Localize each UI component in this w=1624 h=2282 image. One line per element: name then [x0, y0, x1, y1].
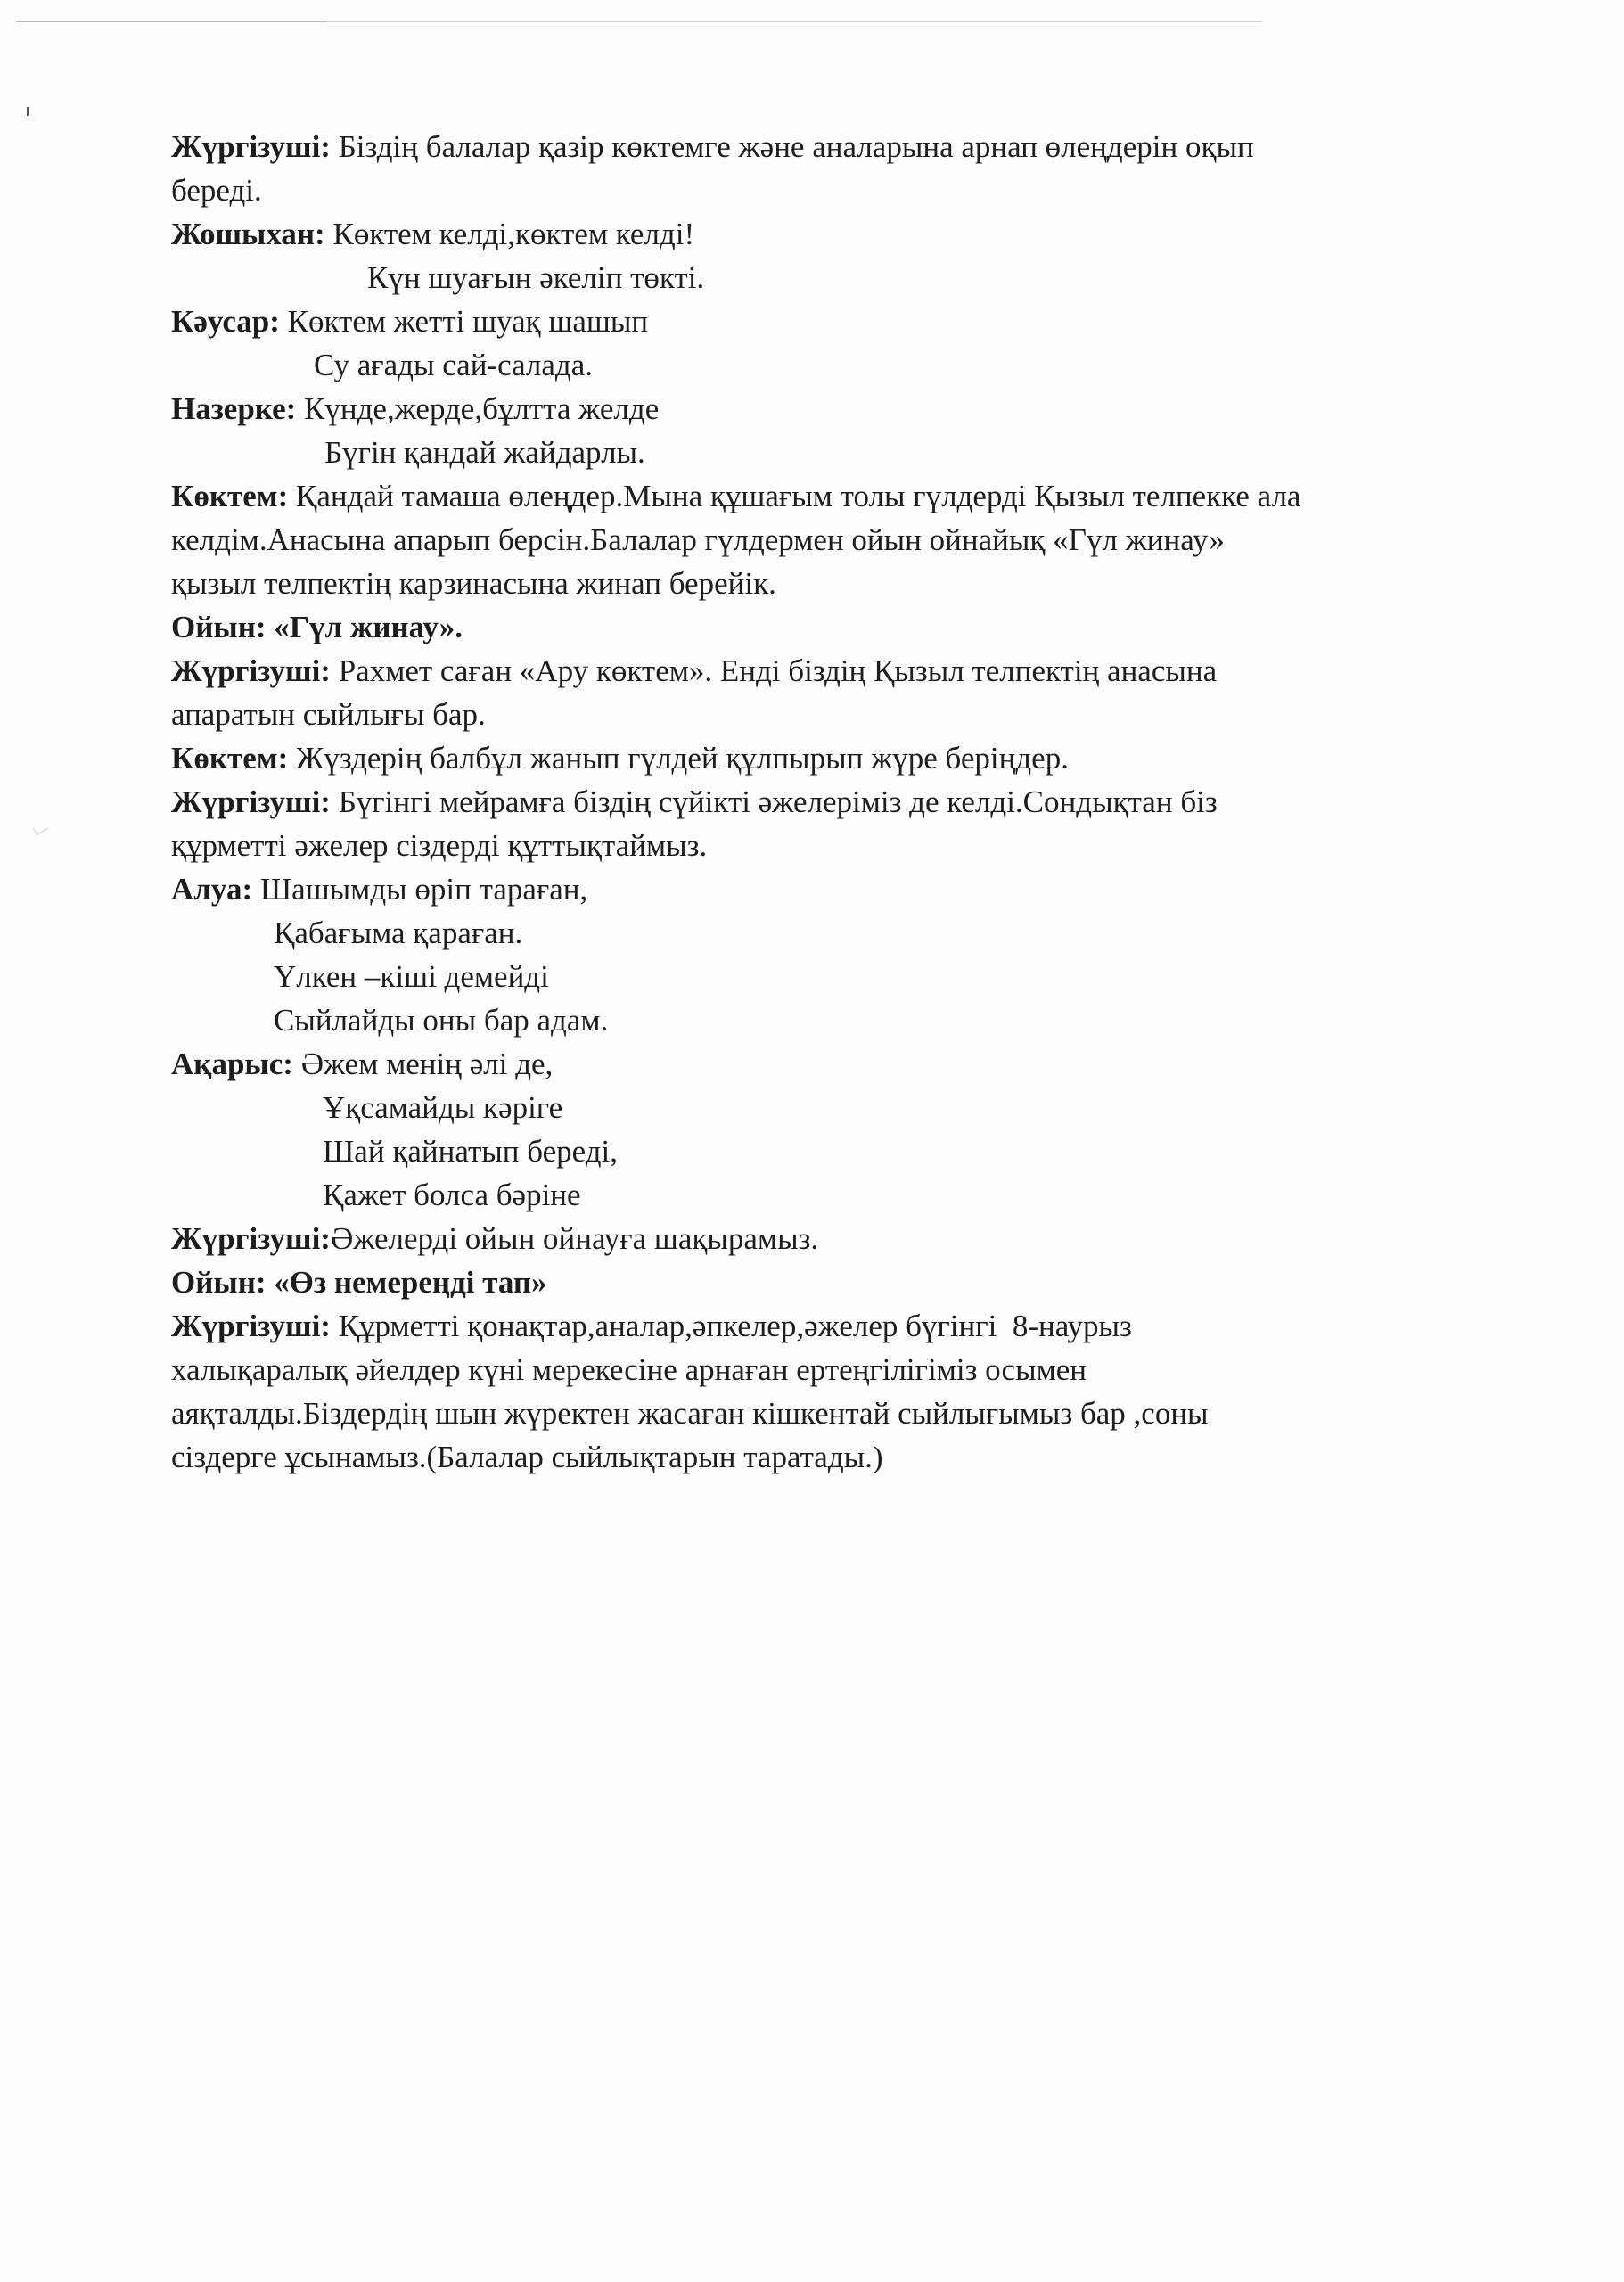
dialogue-line — [171, 693, 1562, 736]
scan-edge-line — [326, 21, 1262, 22]
line-text: Ұқсамайды кәріге — [323, 1090, 563, 1125]
dialogue-line — [171, 824, 1562, 867]
dialogue-line — [171, 168, 1562, 212]
speaker-name: Ақарыс: — [171, 1047, 293, 1081]
dialogue-line — [171, 300, 1562, 343]
dialogue-line — [171, 649, 1562, 693]
dialogue-line — [171, 518, 1562, 562]
scan-edge-line — [16, 21, 326, 22]
speaker-name: Жүргізуші: — [171, 129, 331, 164]
poem-line — [171, 1086, 1562, 1129]
poem-line — [171, 955, 1562, 998]
poem-line — [171, 998, 1562, 1042]
line-text: Сыйлайды оны бар адам. — [274, 1003, 609, 1038]
line-text: Су ағады сай-салада. — [314, 348, 594, 382]
dialogue-line — [171, 1304, 1562, 1348]
line-text: Құрметті қонақтар,аналар,әпкелер,әжелер бүгінгі 8-наурыз — [338, 1309, 1132, 1343]
line-text: Біздің балалар қазір көктемге және аналарына арнап өлеңдерін оқып — [338, 129, 1254, 164]
margin-check-mark — [33, 822, 48, 835]
dialogue-line — [171, 1391, 1562, 1435]
line-text: Қажет болса бәріне — [323, 1178, 581, 1212]
line-text: сіздерге ұсынамыз.(Балалар сыйлықтарын таратады.) — [171, 1440, 883, 1474]
poem-line — [171, 1129, 1562, 1173]
line-text: Күн шуағын әкеліп төкті. — [367, 260, 705, 295]
dialogue-line — [171, 1217, 1562, 1260]
game-title: Ойын: «Гүл жинау». — [171, 610, 463, 644]
poem-line — [171, 911, 1562, 955]
line-text: аяқталды.Біздердің шын жүректен жасаған кішкентай сыйлығымыз бар ,соны — [171, 1396, 1209, 1431]
line-text: апаратын сыйлығы бар. — [171, 697, 486, 732]
speaker-name: Жүргізуші: — [171, 1221, 331, 1256]
line-text: қызыл телпектің карзинасына жинап берейік. — [171, 566, 776, 601]
line-text: Бүгін қандай жайдарлы. — [324, 435, 645, 470]
speaker-name: Кәусар: — [171, 304, 280, 339]
line-text: Үлкен –кіші демейді — [274, 959, 549, 994]
document-body — [171, 125, 1562, 1479]
dialogue-line — [171, 212, 1562, 256]
speaker-name: Жүргізуші: — [171, 1309, 331, 1343]
speaker-name: Жошыхан: — [171, 217, 325, 251]
line-text: Шай қайнатып береді, — [323, 1134, 618, 1169]
speaker-name: Көктем: — [171, 479, 289, 513]
line-text: Әжелерді ойын ойнауға шақырамыз. — [330, 1221, 819, 1256]
speaker-name: Назерке: — [171, 391, 297, 426]
poem-line — [171, 256, 1562, 300]
speaker-name: Алуа: — [171, 872, 253, 907]
poem-line — [171, 343, 1562, 387]
poem-line — [171, 431, 1562, 474]
line-text: Бүгінгі мейрамға біздің сүйікті әжелеріміз де келді.Сондықтан біз — [338, 784, 1218, 819]
dialogue-line — [171, 125, 1562, 168]
line-text: Көктем жетті шуақ шашып — [287, 304, 649, 339]
game-heading — [171, 605, 1562, 649]
line-text: Әжем менің әлі де, — [300, 1047, 554, 1081]
line-text: Күнде,жерде,бұлтта желде — [304, 391, 660, 426]
dialogue-line — [171, 867, 1562, 911]
dialogue-line — [171, 474, 1562, 518]
line-text: Көктем келді,көктем келді! — [332, 217, 695, 251]
dialogue-line — [171, 1348, 1562, 1391]
line-text: халықаралық әйелдер күні мерекесіне арнаған ертеңгілігіміз осымен — [171, 1352, 1087, 1387]
poem-line — [171, 1173, 1562, 1217]
line-text: Қабағыма қараған. — [274, 915, 523, 950]
speaker-name: Жүргізуші: — [171, 653, 331, 688]
line-text: береді. — [171, 173, 262, 208]
scan-speck — [27, 107, 29, 116]
line-text: Жүздерің балбұл жанып гүлдей құлпырып жүре беріңдер. — [296, 741, 1069, 776]
line-text: Шашымды өріп тараған, — [259, 872, 588, 907]
speaker-name: Көктем: — [171, 741, 289, 776]
game-heading — [171, 1260, 1562, 1304]
dialogue-line — [171, 1435, 1562, 1479]
dialogue-line — [171, 736, 1562, 780]
dialogue-line — [171, 562, 1562, 605]
line-text: Рахмет саған «Ару көктем». Енді біздің Қызыл телпектің анасына — [338, 653, 1218, 688]
dialogue-line — [171, 387, 1562, 431]
game-title: Ойын: «Өз немереңді тап» — [171, 1265, 547, 1300]
line-text: құрметті әжелер сіздерді құттықтаймыз. — [171, 828, 708, 863]
speaker-name: Жүргізуші: — [171, 784, 331, 819]
dialogue-line — [171, 780, 1562, 824]
line-text: Қандай тамаша өлеңдер.Мына құшағым толы гүлдерді Қызыл телпекке ала — [296, 479, 1301, 513]
dialogue-line — [171, 1042, 1562, 1086]
line-text: келдім.Анасына апарып берсін.Балалар гүлдермен ойын ойнайық «Гүл жинау» — [171, 522, 1225, 557]
